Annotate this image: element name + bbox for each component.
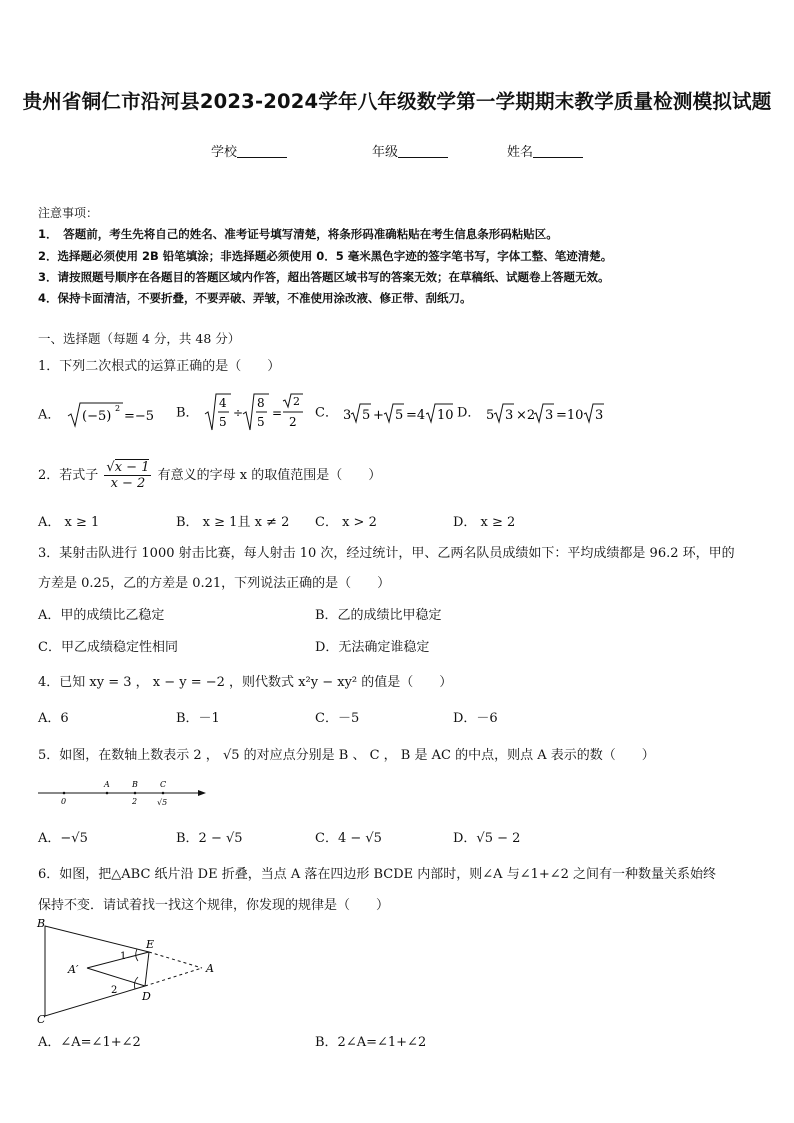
q5-option-d[interactable]: D．√5 − 2	[453, 831, 521, 846]
q6-option-a[interactable]: A．∠A=∠1+∠2	[38, 1035, 141, 1050]
svg-text:(−5): (−5)	[81, 409, 111, 424]
q5-option-b[interactable]: B．2 − √5	[176, 831, 243, 846]
notes-block	[38, 203, 612, 309]
svg-text:+: +	[373, 408, 384, 423]
q1-option-b-expr	[203, 392, 313, 434]
point-c-label: C	[160, 780, 167, 789]
question-5-stem: 5．如图，在数轴上数表示 2 ， √5 的对应点分别是 B 、 C ， B 是 AC 的中点，则点 A 表示的数（ ）	[38, 748, 655, 763]
grade-label: 年级	[372, 145, 399, 160]
vertex-a-label: A	[206, 962, 214, 975]
q4-option-a[interactable]: A．6	[38, 711, 69, 726]
q2-denominator: x − 2	[110, 476, 146, 491]
point-a-label: A	[104, 780, 110, 789]
school-field	[211, 141, 287, 160]
q2-option-b[interactable]: B． x ≥ 1且 x ≠ 2	[176, 515, 290, 530]
svg-text:5: 5	[218, 415, 227, 429]
note-item: 2．选择题必须使用 2B 铅笔填涂；非选择题必须使用 0．5 毫米黑色字迹的签字笔书写，字体工整、笔迹清楚。	[38, 248, 613, 263]
q2-numerator: √x − 1	[106, 460, 150, 475]
tick-sqrt5-label: √5	[157, 798, 168, 807]
svg-text:÷: ÷	[232, 406, 243, 420]
svg-text:=−5: =−5	[123, 409, 154, 424]
note-item: 4．保持卡面清洁，不要折叠，不要弄破、弄皱，不准使用涂改液、修正带、刮纸刀。	[38, 291, 472, 306]
vertex-c-label: C	[37, 1013, 46, 1026]
svg-text:=10: =10	[555, 408, 584, 423]
angle-2-label: 2	[111, 985, 118, 996]
svg-text:5: 5	[362, 408, 371, 423]
svg-text:×2: ×2	[515, 408, 535, 423]
svg-text:3: 3	[594, 408, 603, 423]
question-3-line2: 方差是 0.25，乙的方差是 0.21，下列说法正确的是（ ）	[38, 576, 391, 591]
page-title: 贵州省铜仁市沿河县2023-2024学年八年级数学第一学期期末教学质量检测模拟试题	[22, 90, 772, 113]
vertex-a-prime-label: A′	[68, 963, 79, 976]
q1-option-a[interactable]	[38, 400, 160, 430]
grade-field	[372, 141, 448, 160]
name-field	[507, 141, 583, 160]
question-6-line1: 6．如图，把△ABC 纸片沿 DE 折叠，当点 A 落在四边形 BCDE 内部时，则∠A 与∠1+∠2 之间有一种数量关系始终	[38, 867, 717, 882]
question-3-line1: 3．某射击队进行 1000 射击比赛，每人射击 10 次，经过统计，甲、乙两名队员成绩如下：平均成绩都是 96.2 环，甲的	[38, 546, 735, 561]
q3-option-c[interactable]: C．甲乙成绩稳定性相同	[38, 640, 178, 655]
vertex-d-label: D	[142, 990, 151, 1003]
option-label: A．	[38, 407, 61, 423]
q5-option-c[interactable]: C．4 − √5	[315, 831, 382, 846]
point-b-label: B	[132, 780, 138, 789]
q6-option-b[interactable]: B．2∠A=∠1+∠2	[315, 1035, 427, 1050]
svg-text:=4: =4	[406, 408, 426, 423]
q2-option-c[interactable]: C． x > 2	[315, 515, 377, 530]
q3-option-d[interactable]: D．无法确定谁稳定	[315, 640, 430, 655]
angle-1-label: 1	[120, 951, 127, 962]
note-item: 3．请按照题号顺序在各题目的答题区域内作答，超出答题区域书写的答案无效；在草稿纸、试题卷上答题无效。	[38, 269, 610, 284]
question-6-line2: 保持不变．请试着找一找这个规律，你发现的规律是（ ）	[38, 898, 390, 913]
option-label: B．	[176, 405, 199, 421]
svg-text:4: 4	[218, 396, 227, 410]
svg-text:2: 2	[288, 415, 297, 429]
q5-option-a[interactable]: A．−√5	[38, 831, 88, 846]
question-4-stem: 4．已知 xy = 3 ， x − y = −2 ，则代数式 x²y − xy² 的值是（ ）	[38, 675, 453, 690]
svg-text:3: 3	[544, 408, 553, 423]
q1-option-c[interactable]	[315, 400, 454, 426]
q1-option-c-expr	[342, 400, 454, 426]
q4-option-c[interactable]: C．－5	[315, 711, 360, 726]
q4-option-d[interactable]: D．－6	[453, 711, 498, 726]
q2-stem-post: 有意义的字母 x 的取值范围是（ ）	[157, 468, 382, 483]
q3-option-b[interactable]: B．乙的成绩比甲稳定	[315, 608, 442, 623]
grade-blank[interactable]	[398, 144, 448, 158]
svg-text:2: 2	[114, 404, 120, 413]
svg-text:2: 2	[292, 395, 300, 408]
question-1-stem: 1．下列二次根式的运算正确的是（ ）	[38, 359, 281, 374]
option-label: C．	[315, 405, 338, 421]
fold-triangle-figure	[34, 916, 224, 1026]
q2-stem-pre: 2．若式子	[38, 468, 99, 483]
tick-zero-label: 0	[61, 797, 67, 806]
name-label: 姓名	[507, 145, 534, 160]
school-label: 学校	[211, 145, 238, 160]
vertex-b-label: B	[37, 917, 46, 930]
tick-two-label: 2	[132, 797, 138, 806]
name-blank[interactable]	[533, 144, 583, 158]
svg-text:3: 3	[504, 408, 513, 423]
svg-text:5: 5	[485, 408, 494, 423]
section-heading: 一、选择题（每题 4 分，共 48 分）	[38, 331, 241, 346]
q3-option-a[interactable]: A．甲的成绩比乙稳定	[38, 608, 165, 623]
svg-text:8: 8	[256, 396, 265, 410]
notes-heading: 注意事项：	[38, 206, 99, 220]
question-2-stem	[38, 460, 381, 491]
q1-option-a-expr	[65, 400, 160, 430]
q1-option-d-expr	[485, 400, 605, 426]
option-label: D．	[457, 405, 481, 421]
q2-option-a[interactable]: A． x ≥ 1	[38, 515, 100, 530]
q2-fraction	[104, 460, 151, 491]
number-line-figure	[36, 775, 211, 807]
q2-numerator-text: x − 1	[114, 460, 150, 475]
svg-text:3: 3	[343, 408, 352, 423]
svg-text:10: 10	[437, 408, 454, 423]
q1-option-d[interactable]	[457, 400, 605, 426]
vertex-e-label: E	[146, 938, 155, 951]
note-item: 1． 答题前，考生先将自己的姓名、准考证号填写清楚，将条形码准确粘贴在考生信息条形码粘贴区。	[38, 227, 558, 242]
school-blank[interactable]	[237, 144, 287, 158]
q4-option-b[interactable]: B．－1	[176, 711, 220, 726]
q1-option-b[interactable]	[176, 392, 313, 434]
svg-text:5: 5	[256, 415, 265, 429]
q2-option-d[interactable]: D． x ≥ 2	[453, 515, 516, 530]
svg-text:5: 5	[395, 408, 404, 423]
svg-text:=: =	[271, 406, 282, 420]
